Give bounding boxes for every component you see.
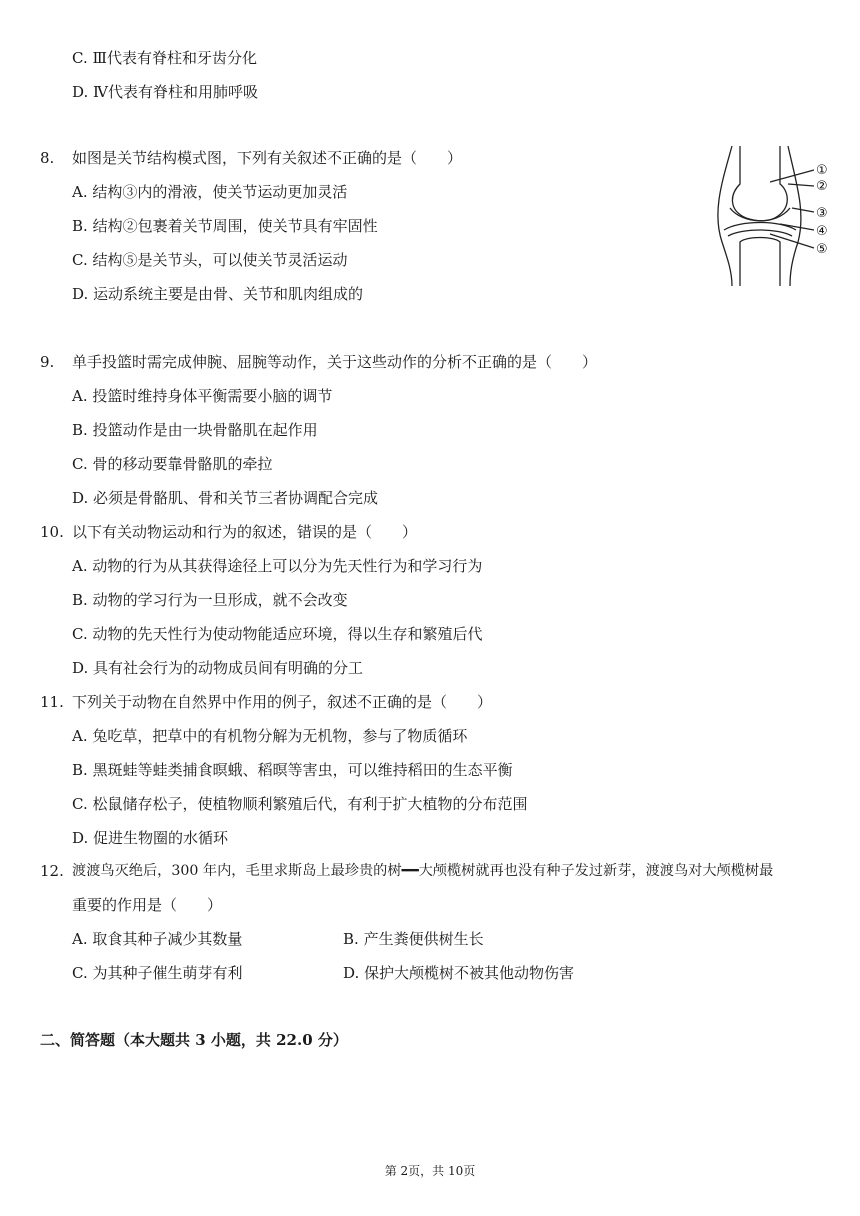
page-footer: 第 2页，共 10页 — [384, 1164, 476, 1178]
q9-option-a: A. 投篮时维持身体平衡需要小脑的调节 — [72, 387, 333, 405]
q8-option-b: B. 结构②包裹着关节周围，使关节具有牢固性 — [72, 217, 378, 235]
q9-stem: 单手投篮时需完成伸腕、屈腕等动作，关于这些动作的分析不正确的是（ ） — [72, 353, 598, 371]
q9-number: 9. — [40, 353, 55, 371]
joint-socket — [724, 223, 796, 231]
upper-bone — [732, 146, 787, 221]
q8-number: 8. — [40, 149, 55, 167]
figure-label-1: ① — [816, 163, 828, 178]
q8-option-c: C. 结构⑤是关节头，可以使关节灵活运动 — [72, 251, 348, 269]
q12-option-a: A. 取食其种子减少其数量 — [72, 930, 243, 948]
leader-3 — [792, 208, 814, 212]
q10-option-d: D. 具有社会行为的动物成员间有明确的分工 — [72, 659, 364, 677]
joint-capsule-right — [788, 146, 801, 286]
q10-option-c: C. 动物的先天性行为使动物能适应环境，得以生存和繁殖后代 — [72, 625, 483, 643]
q11-option-a: A. 兔吃草，把草中的有机物分解为无机物，参与了物质循环 — [72, 727, 468, 745]
q10-option-b: B. 动物的学习行为一旦形成，就不会改变 — [72, 591, 348, 609]
q12-option-c: C. 为其种子催生萌芽有利 — [72, 964, 243, 982]
q12-stem-line2: 重要的作用是（ ） — [72, 896, 223, 914]
q10-option-a: A. 动物的行为从其获得途径上可以分为先天性行为和学习行为 — [72, 557, 483, 575]
figure-label-4: ④ — [816, 224, 828, 239]
q9-option-b: B. 投篮动作是由一块骨骼肌在起作用 — [72, 421, 318, 439]
q11-number: 11. — [40, 693, 64, 711]
q9-option-d: D. 必须是骨骼肌、骨和关节三者协调配合完成 — [72, 489, 379, 507]
q7-option-c: C. Ⅲ代表有脊柱和牙齿分化 — [72, 49, 257, 67]
joint-diagram-svg — [710, 142, 830, 288]
lower-bone — [740, 238, 780, 287]
figure-label-5: ⑤ — [816, 242, 828, 257]
leader-5 — [770, 234, 814, 248]
joint-capsule-left — [718, 146, 732, 286]
q11-option-d: D. 促进生物圈的水循环 — [72, 829, 229, 847]
q8-option-a: A. 结构③内的滑液，使关节运动更加灵活 — [72, 183, 348, 201]
q11-option-c: C. 松鼠储存松子，使植物顺利繁殖后代，有利于扩大植物的分布范围 — [72, 795, 528, 813]
q12-option-d: D. 保护大颅榄树不被其他动物伤害 — [343, 964, 575, 982]
q12-number: 12. — [40, 862, 64, 880]
q7-option-d: D. Ⅳ代表有脊柱和用肺呼吸 — [72, 83, 259, 101]
q12-option-b: B. 产生粪便供树生长 — [343, 930, 484, 948]
q8-stem: 如图是关节结构模式图，下列有关叙述不正确的是（ ） — [72, 149, 463, 167]
figure-label-3: ③ — [816, 206, 828, 221]
q11-stem: 下列关于动物在自然界中作用的例子，叙述不正确的是（ ） — [72, 693, 493, 711]
q8-option-d: D. 运动系统主要是由骨、关节和肌肉组成的 — [72, 285, 364, 303]
section-heading: 二、简答题（本大题共 3 小题，共 22.0 分） — [40, 1031, 348, 1049]
q12-stem-line1: 渡渡鸟灭绝后，300 年内，毛里求斯岛上最珍贵的树━━大颅榄树就再也没有种子发过新芽，渡渡鸟对大颅榄树最 — [72, 863, 774, 879]
q10-number: 10. — [40, 523, 64, 541]
figure-label-2: ② — [816, 179, 828, 194]
leader-1 — [770, 170, 814, 182]
joint-diagram — [710, 142, 830, 288]
leader-2 — [788, 184, 814, 186]
q9-option-c: C. 骨的移动要靠骨骼肌的牵拉 — [72, 455, 273, 473]
leader-4 — [780, 224, 814, 230]
q10-stem: 以下有关动物运动和行为的叙述，错误的是（ ） — [72, 523, 418, 541]
q11-option-b: B. 黑斑蛙等蛙类捕食暝蛾、稻暝等害虫，可以维持稻田的生态平衡 — [72, 761, 513, 779]
joint-socket-cartilage — [728, 230, 792, 236]
